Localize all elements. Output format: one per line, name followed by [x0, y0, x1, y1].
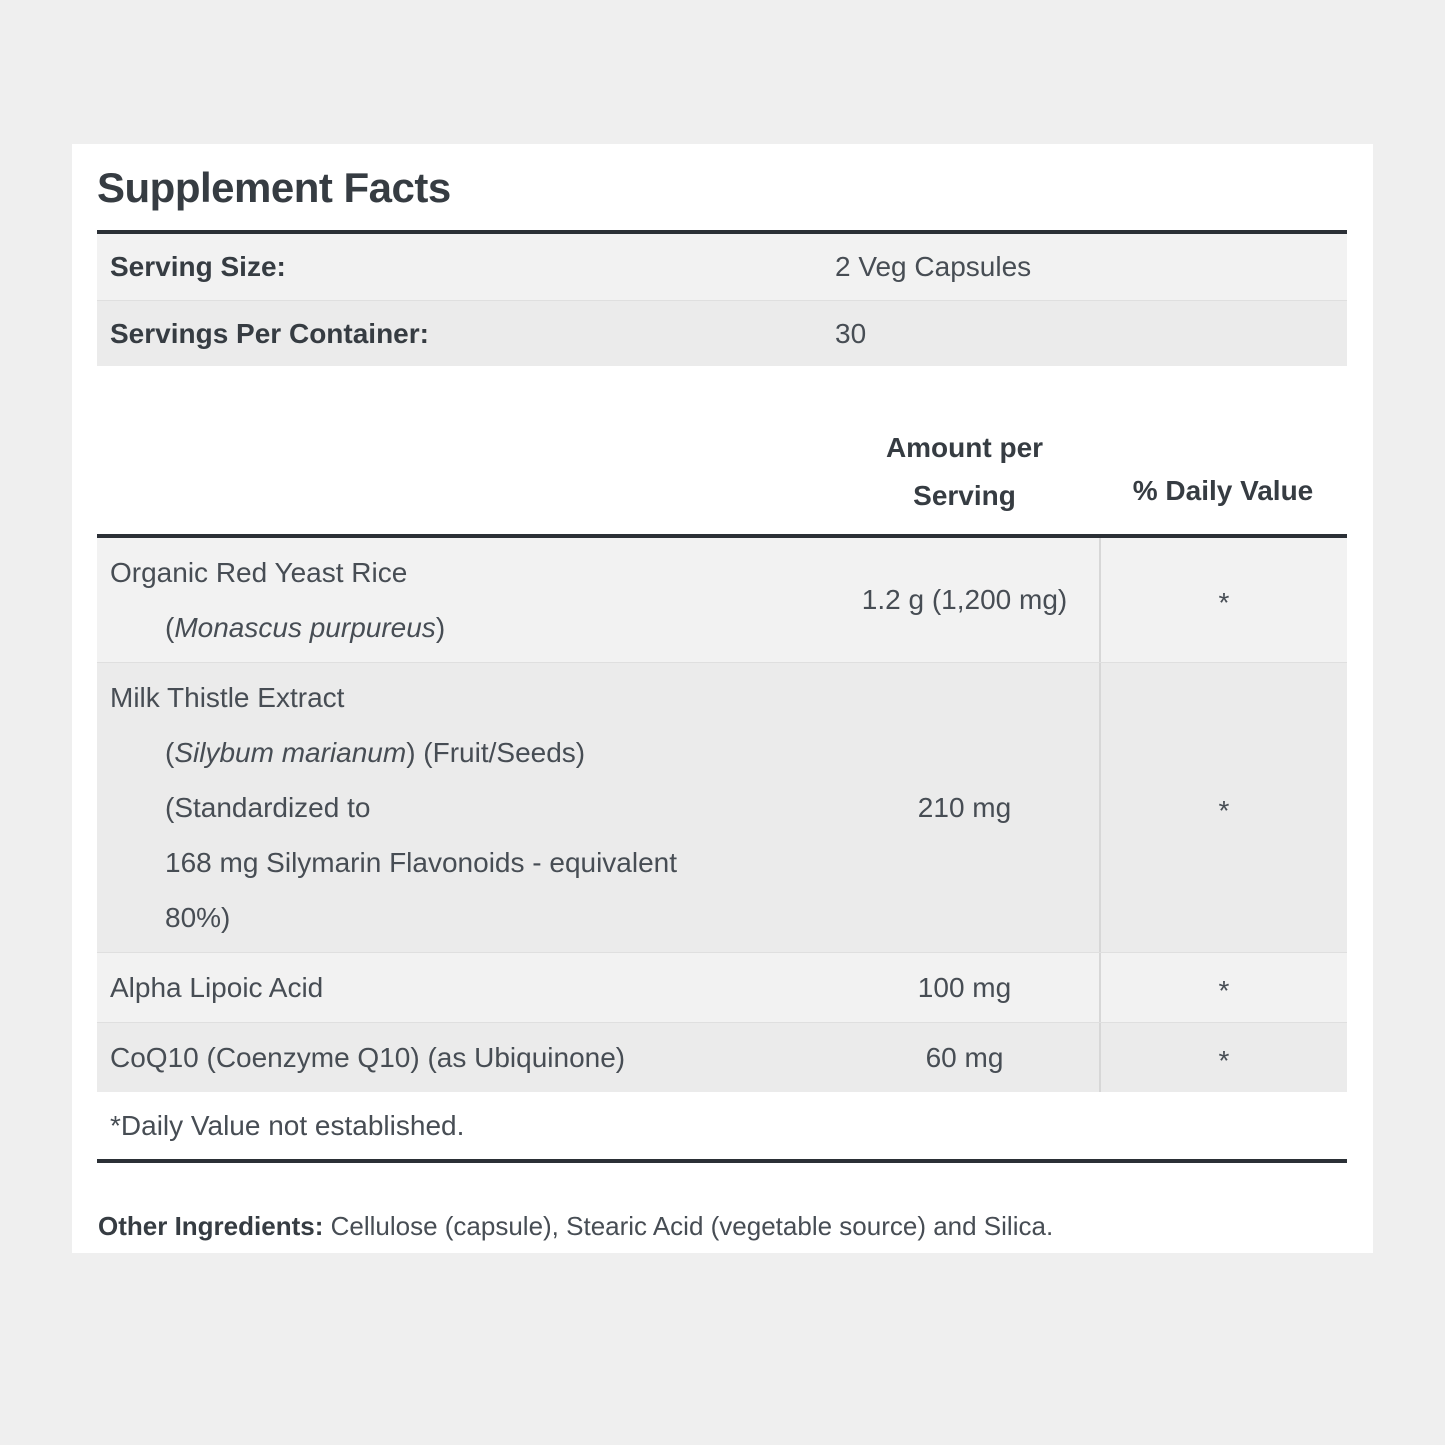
ingredient-row: [97, 952, 1347, 1022]
other-ingredients: [97, 1209, 1347, 1243]
ingredient-latin-name: Monascus purpureus: [174, 612, 436, 643]
serving-row-label: Servings Per Container:: [110, 317, 429, 349]
ingredient-name-line: [110, 600, 830, 655]
daily-value-asterisk: *: [1218, 587, 1230, 618]
ingredient-name: [97, 663, 830, 952]
other-ingredients-text: Cellulose (capsule), Stearic Acid (vegetable source) and Silica.: [323, 1211, 1054, 1241]
serving-row-value: 2 Veg Capsules: [835, 251, 1032, 282]
ingredient-amount-value: 60 mg: [925, 1041, 1004, 1073]
ingredient-amount: [830, 663, 1099, 952]
ingredient-text-segment: ) (Fruit/Seeds): [406, 737, 586, 768]
footnote-text: *Daily Value not established.: [110, 1109, 465, 1141]
daily-value-header: % Daily Value: [1132, 475, 1314, 506]
ingredient-daily-value: [1099, 953, 1347, 1022]
serving-row-label: Serving Size:: [110, 251, 286, 282]
ingredient-amount: [830, 538, 1099, 662]
serving-table: [97, 234, 1347, 366]
column-headers-row: [97, 366, 1347, 534]
ingredient-name-line: [110, 1030, 830, 1085]
ingredient-name-line: [110, 890, 830, 945]
ingredient-text-segment: Organic Red Yeast Rice: [110, 557, 408, 588]
ingredient-row: [97, 1022, 1347, 1092]
ingredient-amount: [830, 1023, 1099, 1092]
supplement-facts-title: Supplement Facts: [97, 164, 451, 211]
ingredient-daily-value: [1099, 663, 1347, 952]
ingredient-row: [97, 538, 1347, 662]
other-ingredients-label: Other Ingredients:: [98, 1211, 324, 1241]
ingredient-name-line: [110, 960, 830, 1015]
ingredient-name: [97, 953, 830, 1022]
ingredient-text-segment: (: [165, 737, 175, 768]
serving-row: [97, 300, 1347, 366]
ingredient-text-segment: CoQ10 (Coenzyme Q10) (as Ubiquinone): [110, 1042, 626, 1073]
amount-per-serving-header: Amount per Serving: [885, 432, 1044, 511]
ingredients-table: [97, 538, 1347, 1092]
ingredient-amount: [830, 953, 1099, 1022]
ingredient-amount-value: 100 mg: [917, 971, 1012, 1003]
ingredient-text-segment: (: [165, 612, 175, 643]
ingredient-name-line: [110, 545, 830, 600]
ingredient-name: [97, 1023, 830, 1092]
ingredient-text-segment: Milk Thistle Extract: [110, 682, 345, 713]
daily-value-asterisk: *: [1218, 794, 1230, 826]
footnote-row: [97, 1092, 1347, 1159]
ingredient-name: [97, 538, 830, 662]
ingredient-text-segment: Alpha Lipoic Acid: [110, 972, 324, 1003]
ingredient-daily-value: [1099, 538, 1347, 662]
ingredient-amount-value: 1.2 g (1,200 mg): [861, 584, 1068, 615]
ingredient-name-line: [110, 780, 830, 835]
ingredient-latin-name: Silybum marianum: [174, 737, 407, 768]
ingredient-row: [97, 662, 1347, 952]
ingredient-text-segment: (Standardized to: [165, 792, 371, 823]
serving-row-value: 30: [835, 317, 867, 349]
ingredient-text-segment: 168 mg Silymarin Flavonoids - equivalent: [165, 847, 678, 878]
supplement-facts-card: [72, 144, 1373, 1253]
ingredient-text-segment: ): [435, 612, 446, 643]
ingredient-text-segment: 80%): [165, 902, 231, 933]
ingredient-amount-value: 210 mg: [917, 791, 1012, 823]
ingredient-name-line: [110, 670, 830, 725]
divider-thick-bottom: [97, 1159, 1347, 1163]
ingredient-name-line: [110, 835, 830, 890]
ingredient-name-line: [110, 725, 830, 780]
ingredient-daily-value: [1099, 1023, 1347, 1092]
serving-row: [97, 234, 1347, 300]
daily-value-asterisk: *: [1218, 1044, 1230, 1076]
daily-value-asterisk: *: [1218, 974, 1230, 1006]
